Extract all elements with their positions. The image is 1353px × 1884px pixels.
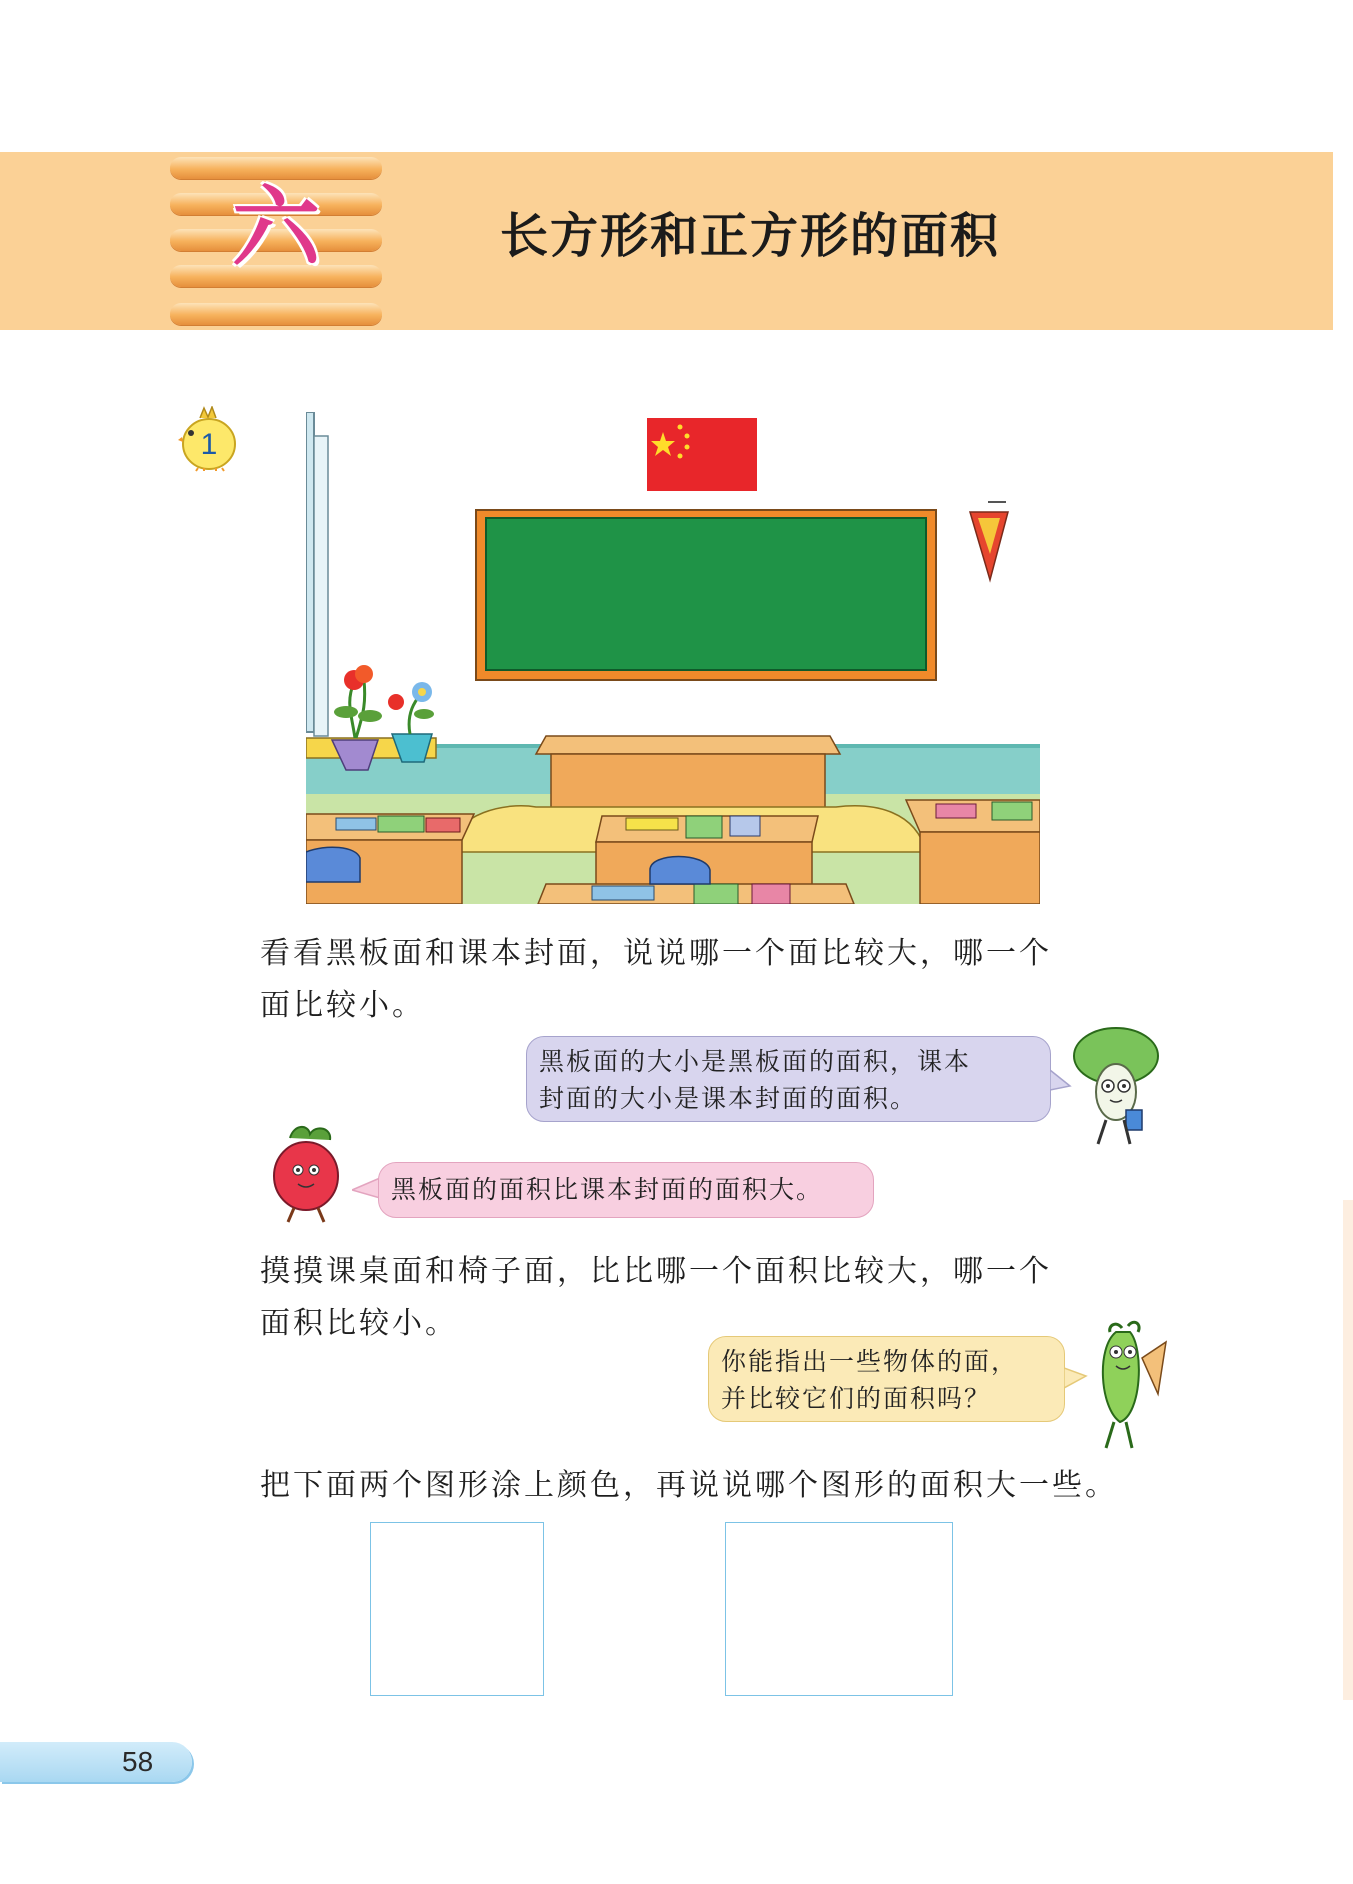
classroom-illustration bbox=[306, 412, 1040, 904]
bubble-3-line-1: 你能指出一些物体的面， bbox=[721, 1347, 1019, 1376]
pea-pod-character-icon bbox=[1086, 1318, 1172, 1456]
paragraph-3: 把下面两个图形涂上颜色，再说说哪个图形的面积大一些。 bbox=[260, 1468, 1118, 1503]
chapter-number: 六 bbox=[231, 176, 320, 279]
radish-character-icon bbox=[260, 1124, 354, 1224]
bubble-1-line-2: 封面的大小是课本封面的面积。 bbox=[539, 1084, 918, 1113]
chapter-title: 长方形和正方形的面积 bbox=[500, 208, 1001, 264]
bubble-3-tail bbox=[1064, 1366, 1088, 1394]
edge-strip bbox=[1343, 1200, 1353, 1700]
paragraph-2-line-1: 摸摸课桌面和椅子面，比比哪一个面积比较大，哪一个 bbox=[260, 1254, 1052, 1289]
square-to-color[interactable] bbox=[370, 1522, 544, 1696]
chick-badge-icon bbox=[178, 406, 240, 472]
speech-bubble-pea-pod bbox=[708, 1336, 1065, 1422]
page-number: 58 bbox=[122, 1746, 154, 1777]
speech-bubble-radish bbox=[378, 1162, 874, 1218]
chinese-flag-icon bbox=[647, 418, 757, 491]
paragraph-2-line-2: 面积比较小。 bbox=[260, 1306, 458, 1341]
speech-bubble-cabbage bbox=[526, 1036, 1051, 1122]
bubble-1-line-1: 黑板面的大小是黑板面的面积，课本 bbox=[539, 1047, 972, 1076]
page-number-tab bbox=[0, 1742, 192, 1782]
badge-number: 1 bbox=[200, 428, 218, 461]
cabbage-character-icon bbox=[1068, 1026, 1168, 1150]
blackboard bbox=[476, 510, 936, 680]
paragraph-1-line-1: 看看黑板面和课本封面，说说哪一个面比较大，哪一个 bbox=[260, 936, 1052, 971]
bubble-3-line-2: 并比较它们的面积吗？ bbox=[721, 1384, 992, 1413]
bubble-2-text: 黑板面的面积比课本封面的面积大。 bbox=[391, 1175, 824, 1204]
rectangle-to-color[interactable] bbox=[725, 1522, 953, 1696]
paragraph-1-line-2: 面比较小。 bbox=[260, 988, 425, 1023]
